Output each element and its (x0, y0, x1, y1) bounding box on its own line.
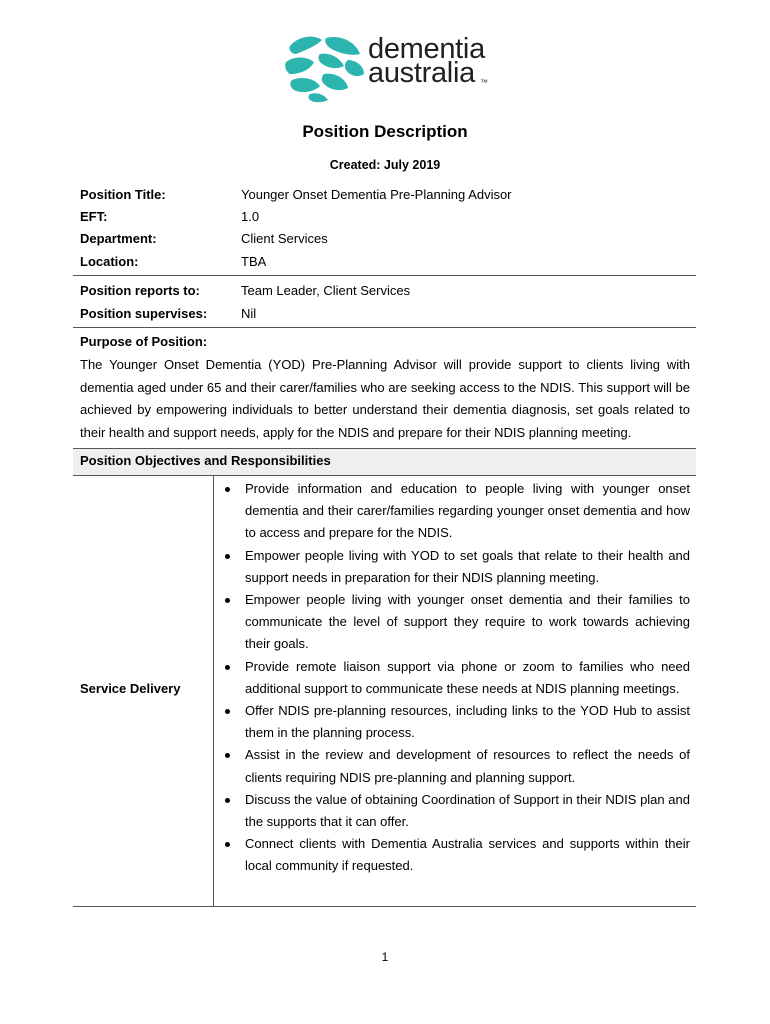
logo-line-1: dementia (368, 33, 485, 65)
location-value: TBA (241, 254, 267, 269)
bullet-icon (225, 554, 230, 559)
list-item-text: Offer NDIS pre-planning resources, including links to the YOD Hub to assist them in the planning process. (245, 703, 690, 741)
list-item-text: Discuss the value of obtaining Coordination of Support in their NDIS plan and the supports that it can offer. (245, 791, 690, 830)
list-item (222, 545, 690, 589)
service-delivery-label: Service Delivery (80, 681, 181, 696)
page-number: 1 (381, 950, 389, 964)
list-item-text: Empower people living with YOD to set goals that relate to their health and support needs in preparation for their NDIS planning meeting. (245, 547, 690, 585)
bullet-icon (225, 665, 230, 670)
eft-label: EFT: (80, 209, 108, 224)
list-item-text: Provide remote liaison support via phone or zoom to families who need additional support to communicate these needs at NDIS planning meetings. (245, 658, 690, 696)
logo-mark-icon (284, 32, 366, 104)
list-item (222, 478, 690, 545)
bullet-icon (225, 798, 230, 803)
responsibilities-list (222, 478, 690, 878)
purpose-heading: Purpose of Position: (80, 334, 208, 349)
purpose-text: The Younger Onset Dementia (YOD) Pre-Planning Advisor will provide support to clients living with dementia aged under 65 and their carer/families who are seeking access to the NDIS. This support will be achieved by empowering individuals to better understand their dementia diagnosis, set goals related to their health and support needs, apply for the NDIS and prepare for their NDIS planning meeting. (80, 357, 690, 440)
list-item-text: Provide information and education to people living with younger onset dementia and their carer/families regarding younger onset dementia and how to access and prepare for the NDIS. (245, 481, 690, 541)
department-value: Client Services (241, 231, 328, 246)
reports-to-value: Team Leader, Client Services (241, 283, 411, 298)
position-title-value: Younger Onset Dementia Pre-Planning Advisor (241, 187, 512, 202)
position-title-label: Position Title: (80, 187, 166, 202)
logo-trademark: ™ (480, 78, 488, 87)
list-item (222, 833, 690, 877)
eft-value: 1.0 (241, 209, 260, 224)
dementia-australia-logo (284, 32, 494, 104)
objectives-heading: Position Objectives and Responsibilities (80, 453, 331, 468)
created-date: Created: July 2019 (329, 158, 441, 172)
list-item-text: Connect clients with Dementia Australia services and supports within their local community if requested. (245, 836, 690, 874)
list-item (222, 744, 690, 788)
bullet-icon (225, 598, 230, 603)
supervises-value: Nil (241, 306, 257, 321)
document-title: Position Description (302, 122, 468, 141)
logo-line-2: australia (368, 57, 475, 89)
objectives-header (73, 448, 696, 476)
bullet-icon (225, 709, 230, 714)
reports-to-label: Position reports to: (80, 283, 200, 298)
bullet-icon (225, 487, 230, 492)
divider (73, 327, 696, 328)
bullet-icon (225, 753, 230, 758)
list-item (222, 789, 690, 833)
list-item (222, 589, 690, 656)
list-item (222, 656, 690, 700)
list-item-text: Empower people living with younger onset dementia and their families to communicate the level of support they require to work towards achieving their goals. (245, 592, 690, 652)
bullet-icon (225, 842, 230, 847)
logo-wordmark (368, 33, 488, 89)
location-label: Location: (80, 254, 139, 269)
supervises-label: Position supervises: (80, 306, 208, 321)
divider (73, 275, 696, 276)
list-item-text: Assist in the review and development of resources to reflect the needs of clients requiring NDIS pre-planning and planning support. (245, 747, 690, 785)
table-column-divider (213, 475, 214, 906)
list-item (222, 700, 690, 744)
department-label: Department: (80, 231, 157, 246)
table-bottom-border (73, 906, 696, 907)
